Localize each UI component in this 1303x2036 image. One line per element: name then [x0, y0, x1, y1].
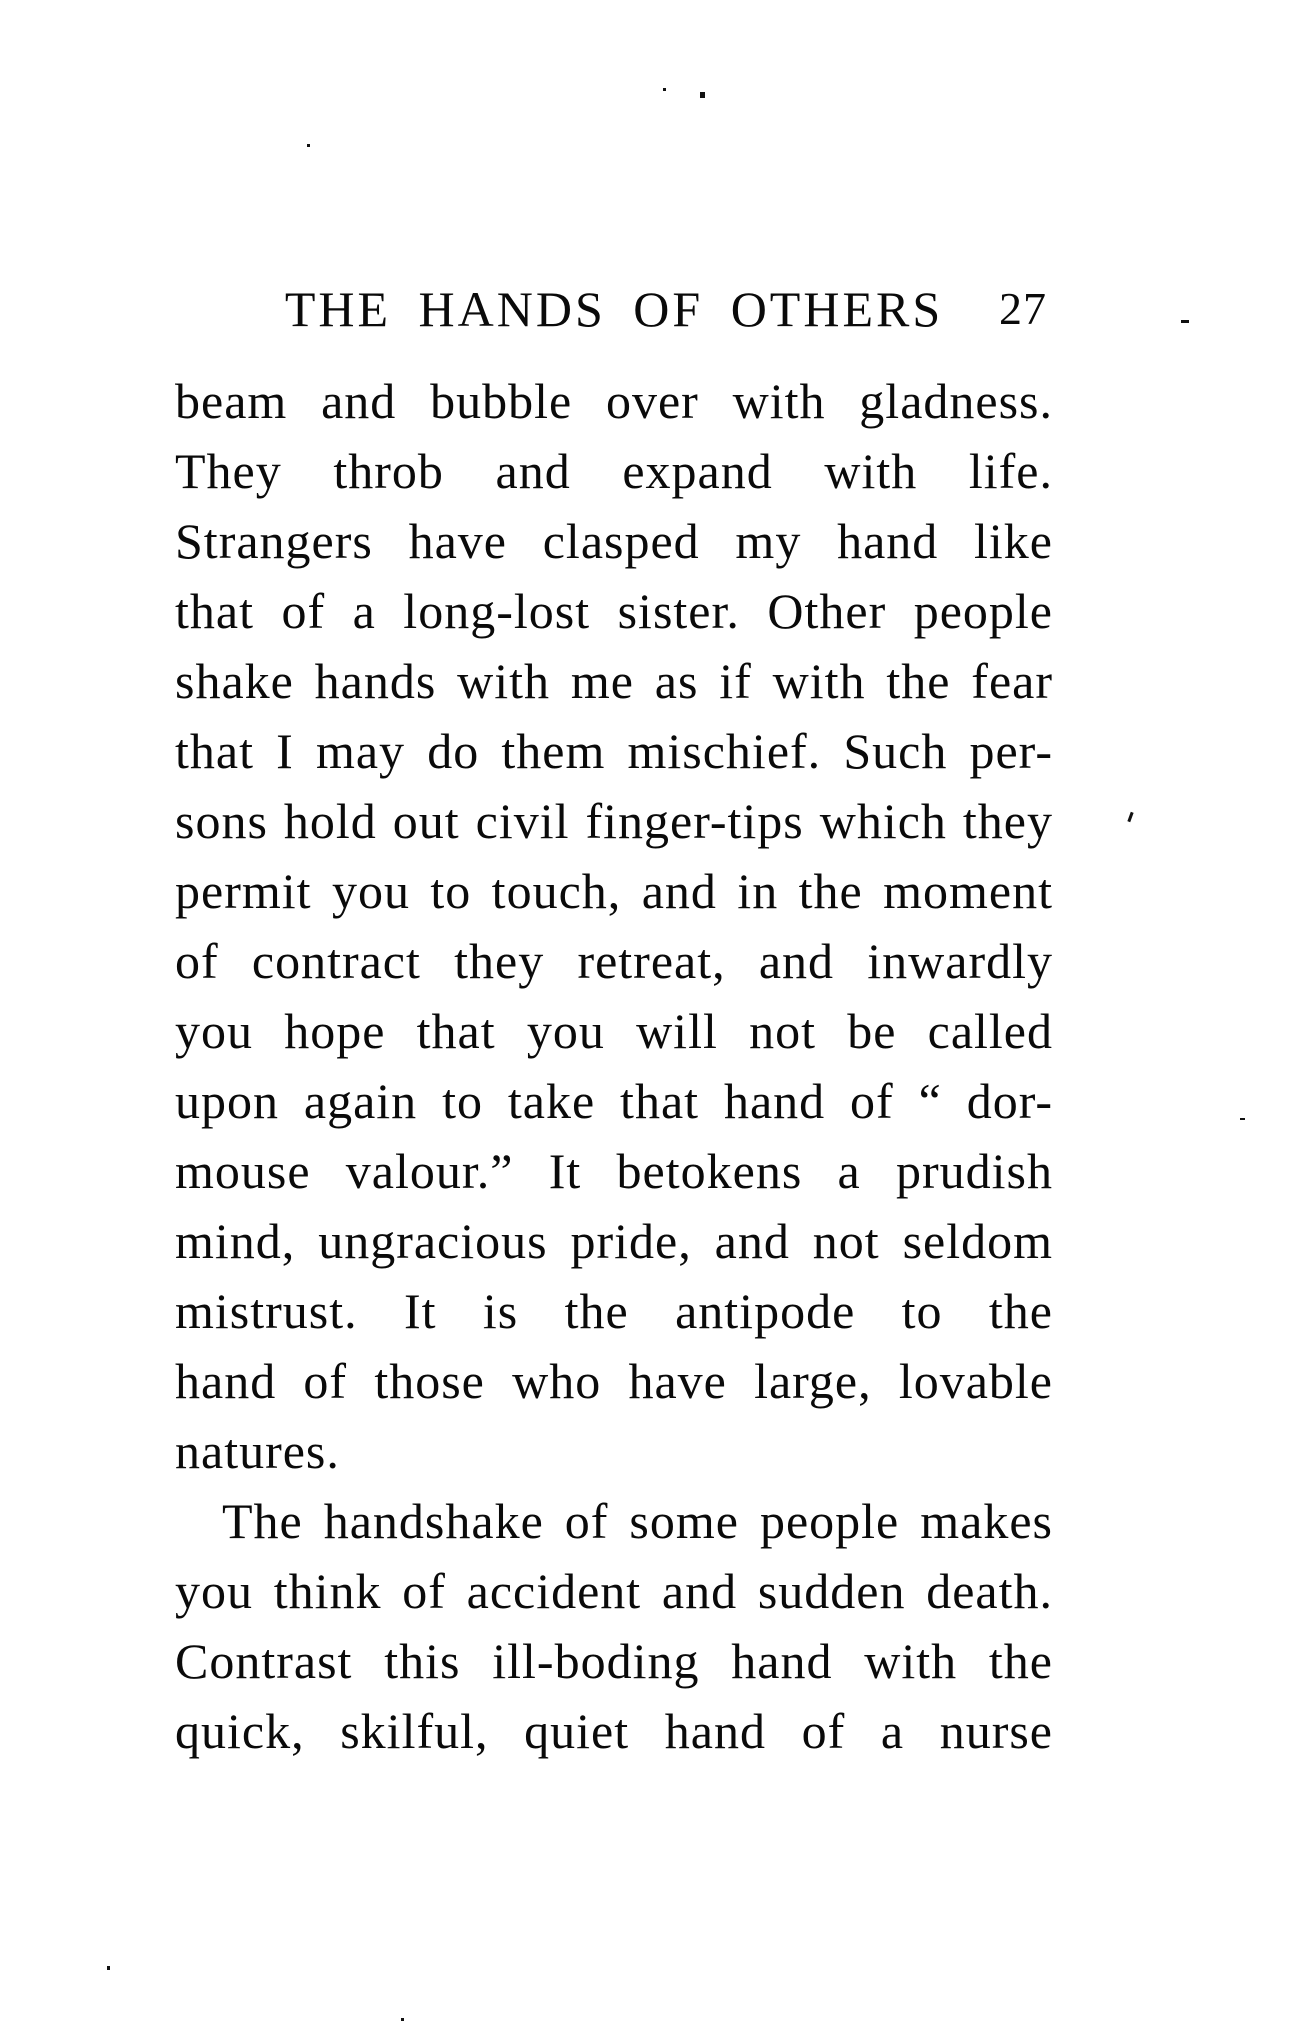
text-line: sons hold out civil finger-tips which they	[175, 793, 1053, 849]
text-line: you think of accident and sudden death.	[175, 1563, 1053, 1619]
text-line: mouse valour.” It betokens a prudish	[175, 1143, 1053, 1199]
text-lines	[175, 366, 1053, 1766]
text-line: mistrust. It is the antipode to the	[175, 1283, 1053, 1339]
page-title: THE HANDS OF OTHERS	[284, 281, 944, 337]
text-line: quick, skilful, quiet hand of a nurse	[175, 1703, 1053, 1759]
text-line: shake hands with me as if with the fear	[175, 653, 1053, 709]
scan-artifact	[663, 88, 666, 91]
scan-artifact	[401, 2018, 404, 2021]
text-line: upon again to take that hand of “ dor-	[175, 1073, 1053, 1129]
scan-artifact	[307, 144, 310, 147]
page-number: 27	[999, 283, 1047, 334]
text-line: mind, ungracious pride, and not seldom	[175, 1213, 1053, 1269]
text-line: Strangers have clasped my hand like	[175, 513, 1053, 569]
scan-artifact	[1127, 812, 1133, 822]
text-line: that I may do them mischief. Such per-	[175, 723, 1053, 779]
text-line: The handshake of some people makes	[222, 1493, 1053, 1549]
text-line: that of a long-lost sister. Other people	[175, 583, 1053, 639]
scan-artifact	[1181, 320, 1189, 323]
text-line: hand of those who have large, lovable	[175, 1353, 1053, 1409]
scan-artifact	[1240, 1118, 1245, 1120]
text-line: They throb and expand with life.	[175, 443, 1053, 499]
scan-artifact	[700, 92, 705, 98]
text-line: natures.	[175, 1423, 340, 1479]
text-line: permit you to touch, and in the moment	[175, 863, 1053, 919]
text-line: of contract they retreat, and inwardly	[175, 933, 1053, 989]
text-line: you hope that you will not be called	[175, 1003, 1053, 1059]
text-line: beam and bubble over with gladness.	[175, 373, 1053, 429]
scan-artifact	[107, 1966, 110, 1970]
text-line: Contrast this ill-boding hand with the	[175, 1633, 1053, 1689]
running-header	[175, 281, 1053, 337]
